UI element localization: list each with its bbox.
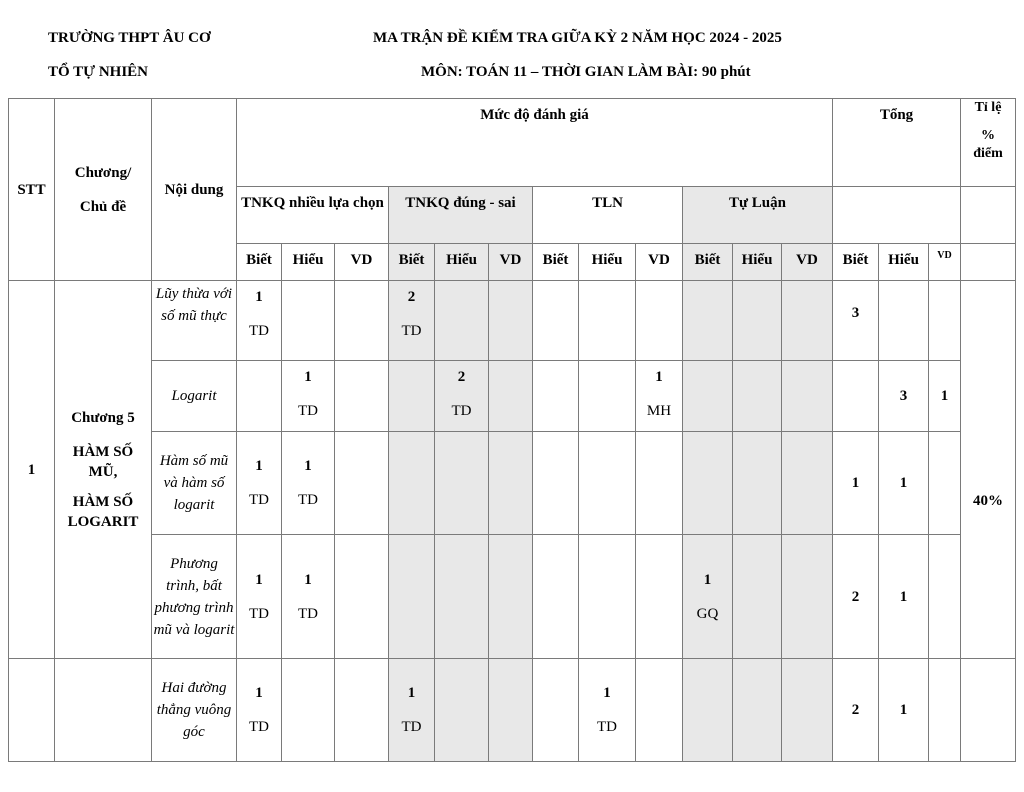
content-header: Nội dung <box>152 99 237 281</box>
count: 1 <box>255 571 263 588</box>
mc-vd-cell <box>335 361 389 432</box>
ratio-cell <box>961 659 1016 762</box>
tln-vd-cell <box>636 659 683 762</box>
tl-hieu-cell <box>733 281 782 361</box>
document-title: MA TRẬN ĐỀ KIỂM TRA GIỮA KỲ 2 NĂM HỌC 2024 - 2025 <box>373 30 782 46</box>
total-vd-cell <box>929 659 961 762</box>
mc-biet-header: Biết <box>237 244 282 281</box>
mc-hieu-cell <box>282 659 335 762</box>
count: 1 <box>603 685 611 701</box>
mc-vd-cell <box>335 281 389 361</box>
content-cell: Hai đường thẳng vuông góc <box>152 659 237 762</box>
table-row <box>9 281 1016 361</box>
count: 1 <box>304 369 312 385</box>
count: 2 <box>457 369 466 385</box>
code: TD <box>249 719 269 735</box>
mc-biet-cell <box>237 535 282 659</box>
code: TD <box>249 323 269 339</box>
ds-biet-cell <box>389 432 435 535</box>
content-cell: Hàm số mũ và hàm số logarit <box>152 432 237 535</box>
stt-cell <box>9 659 55 762</box>
school-name: TRƯỜNG THPT ÂU CƠ <box>48 30 211 46</box>
tln-biet-cell <box>533 659 579 762</box>
tl-vd-cell <box>782 361 833 432</box>
total-hieu-cell: 3 <box>879 361 929 432</box>
group-tl-header: Tự Luận <box>683 187 833 244</box>
code: TD <box>298 403 318 419</box>
chapter-name <box>55 281 152 659</box>
ds-hieu-cell <box>435 432 489 535</box>
tl-vd-header: VD <box>782 244 833 281</box>
code: TD <box>451 403 472 419</box>
document-subtitle: MÔN: TOÁN 11 – THỜI GIAN LÀM BÀI: 90 phút <box>421 64 751 80</box>
tl-vd-cell <box>782 535 833 659</box>
code: TD <box>298 492 318 508</box>
mc-biet-cell <box>237 281 282 361</box>
mc-hieu-cell <box>282 361 335 432</box>
header-row-1 <box>9 99 1016 187</box>
ds-hieu-cell <box>435 535 489 659</box>
tl-biet-cell <box>683 361 733 432</box>
tln-hieu-cell <box>579 535 636 659</box>
table-row <box>9 432 1016 535</box>
tl-hieu-cell <box>733 361 782 432</box>
mc-vd-header: VD <box>335 244 389 281</box>
ratio-header <box>961 99 1016 187</box>
tl-biet-cell <box>683 535 733 659</box>
mc-hieu-cell <box>282 281 335 361</box>
table-row <box>9 361 1016 432</box>
ds-vd-cell <box>489 535 533 659</box>
total-group-empty <box>833 187 961 244</box>
ds-vd-cell <box>489 659 533 762</box>
tl-biet-cell <box>683 432 733 535</box>
count: 2 <box>407 289 416 305</box>
stt-header: STT <box>9 99 55 281</box>
group-ds-header: TNKQ đúng - sai <box>389 187 533 244</box>
total-biet-cell: 2 <box>833 659 879 762</box>
tln-hieu-cell <box>579 361 636 432</box>
total-biet-cell: 3 <box>833 281 879 361</box>
tln-vd-cell <box>636 432 683 535</box>
code: TD <box>597 719 617 735</box>
tl-hieu-header: Hiểu <box>733 244 782 281</box>
ds-biet-cell <box>389 659 435 762</box>
count: 1 <box>407 685 416 701</box>
mc-biet-cell <box>237 361 282 432</box>
total-vd-cell <box>929 535 961 659</box>
chapter-header-line1: Chương/ <box>74 164 132 181</box>
total-hieu-cell: 1 <box>879 432 929 535</box>
mc-hieu-header: Hiểu <box>282 244 335 281</box>
ds-biet-cell <box>389 281 435 361</box>
count: 1 <box>304 458 312 474</box>
tl-biet-cell <box>683 659 733 762</box>
tl-vd-cell <box>782 659 833 762</box>
tl-biet-cell <box>683 281 733 361</box>
count: 1 <box>304 571 312 588</box>
ratio-header-line1: Tỉ lệ <box>974 100 1002 115</box>
total-vd-cell <box>929 281 961 361</box>
tln-vd-cell <box>636 281 683 361</box>
tln-biet-header: Biết <box>533 244 579 281</box>
mc-hieu-cell <box>282 535 335 659</box>
total-biet-cell: 2 <box>833 535 879 659</box>
tln-hieu-header: Hiểu <box>579 244 636 281</box>
tln-hieu-cell <box>579 281 636 361</box>
tln-hieu-cell <box>579 659 636 762</box>
total-hieu-header: Hiểu <box>879 244 929 281</box>
mc-biet-cell <box>237 432 282 535</box>
department-name: TỔ TỰ NHIÊN <box>48 64 149 80</box>
mc-biet-cell <box>237 659 282 762</box>
ds-vd-header: VD <box>489 244 533 281</box>
tln-vd-header: VD <box>636 244 683 281</box>
mc-hieu-cell <box>282 432 335 535</box>
tln-biet-cell <box>533 281 579 361</box>
tln-vd-cell <box>636 535 683 659</box>
ds-vd-cell <box>489 281 533 361</box>
ratio-header-line2: % <box>981 128 995 143</box>
count: 1 <box>255 458 263 474</box>
chapter-name-line1: Chương 5 <box>71 409 135 426</box>
code: TD <box>401 323 422 339</box>
ds-vd-cell <box>489 361 533 432</box>
tln-vd-cell <box>636 361 683 432</box>
code: TD <box>249 605 269 622</box>
total-vd-header: VD <box>929 244 961 281</box>
table-row <box>9 659 1016 762</box>
code: GQ <box>696 605 719 622</box>
content-cell: Lũy thừa với số mũ thực <box>152 281 237 361</box>
ds-hieu-cell <box>435 659 489 762</box>
ratio-header-line3: điểm <box>973 146 1003 161</box>
count: 1 <box>255 685 263 701</box>
group-tln-header: TLN <box>533 187 683 244</box>
total-biet-cell <box>833 361 879 432</box>
tln-biet-cell <box>533 361 579 432</box>
level-header: Mức độ đánh giá <box>237 99 833 187</box>
code: TD <box>401 719 422 735</box>
ds-vd-cell <box>489 432 533 535</box>
content-cell: Logarit <box>152 361 237 432</box>
chapter-ratio: 40% <box>961 281 1016 659</box>
code: TD <box>249 492 269 508</box>
chapter-header-line2: Chủ đề <box>79 198 127 215</box>
mc-vd-cell <box>335 659 389 762</box>
tl-hieu-cell <box>733 659 782 762</box>
tl-hieu-cell <box>733 432 782 535</box>
mc-vd-cell <box>335 535 389 659</box>
exam-matrix-table <box>8 98 1016 762</box>
chapter-name-line2: HÀM SỐ MŨ, <box>72 443 134 480</box>
count: 1 <box>255 289 263 305</box>
total-biet-cell: 1 <box>833 432 879 535</box>
total-hieu-cell: 1 <box>879 659 929 762</box>
code: TD <box>298 605 318 622</box>
chapter-header <box>55 99 152 281</box>
total-header: Tổng <box>833 99 961 187</box>
ds-hieu-header: Hiểu <box>435 244 489 281</box>
tl-vd-cell <box>782 281 833 361</box>
total-vd-cell <box>929 432 961 535</box>
table-row <box>9 535 1016 659</box>
ds-hieu-cell <box>435 281 489 361</box>
count: 1 <box>703 571 712 588</box>
total-hieu-cell <box>879 281 929 361</box>
tl-vd-cell <box>782 432 833 535</box>
chapter-name-line3: HÀM SỐ LOGARIT <box>67 493 139 530</box>
count: 1 <box>655 369 663 385</box>
tl-biet-header: Biết <box>683 244 733 281</box>
chapter-cell <box>55 659 152 762</box>
ds-biet-header: Biết <box>389 244 435 281</box>
chapter-stt: 1 <box>9 281 55 659</box>
tln-biet-cell <box>533 432 579 535</box>
tln-hieu-cell <box>579 432 636 535</box>
ds-biet-cell <box>389 361 435 432</box>
tln-biet-cell <box>533 535 579 659</box>
ratio-sub-empty <box>961 244 1016 281</box>
ds-hieu-cell <box>435 361 489 432</box>
total-biet-header: Biết <box>833 244 879 281</box>
tl-hieu-cell <box>733 535 782 659</box>
code: MH <box>646 403 672 419</box>
content-cell: Phương trình, bất phương trình mũ và logarit <box>152 535 237 659</box>
total-vd-cell: 1 <box>929 361 961 432</box>
ds-biet-cell <box>389 535 435 659</box>
mc-vd-cell <box>335 432 389 535</box>
group-mc-header: TNKQ nhiều lựa chọn <box>237 187 389 244</box>
total-hieu-cell: 1 <box>879 535 929 659</box>
ratio-group-empty <box>961 187 1016 244</box>
